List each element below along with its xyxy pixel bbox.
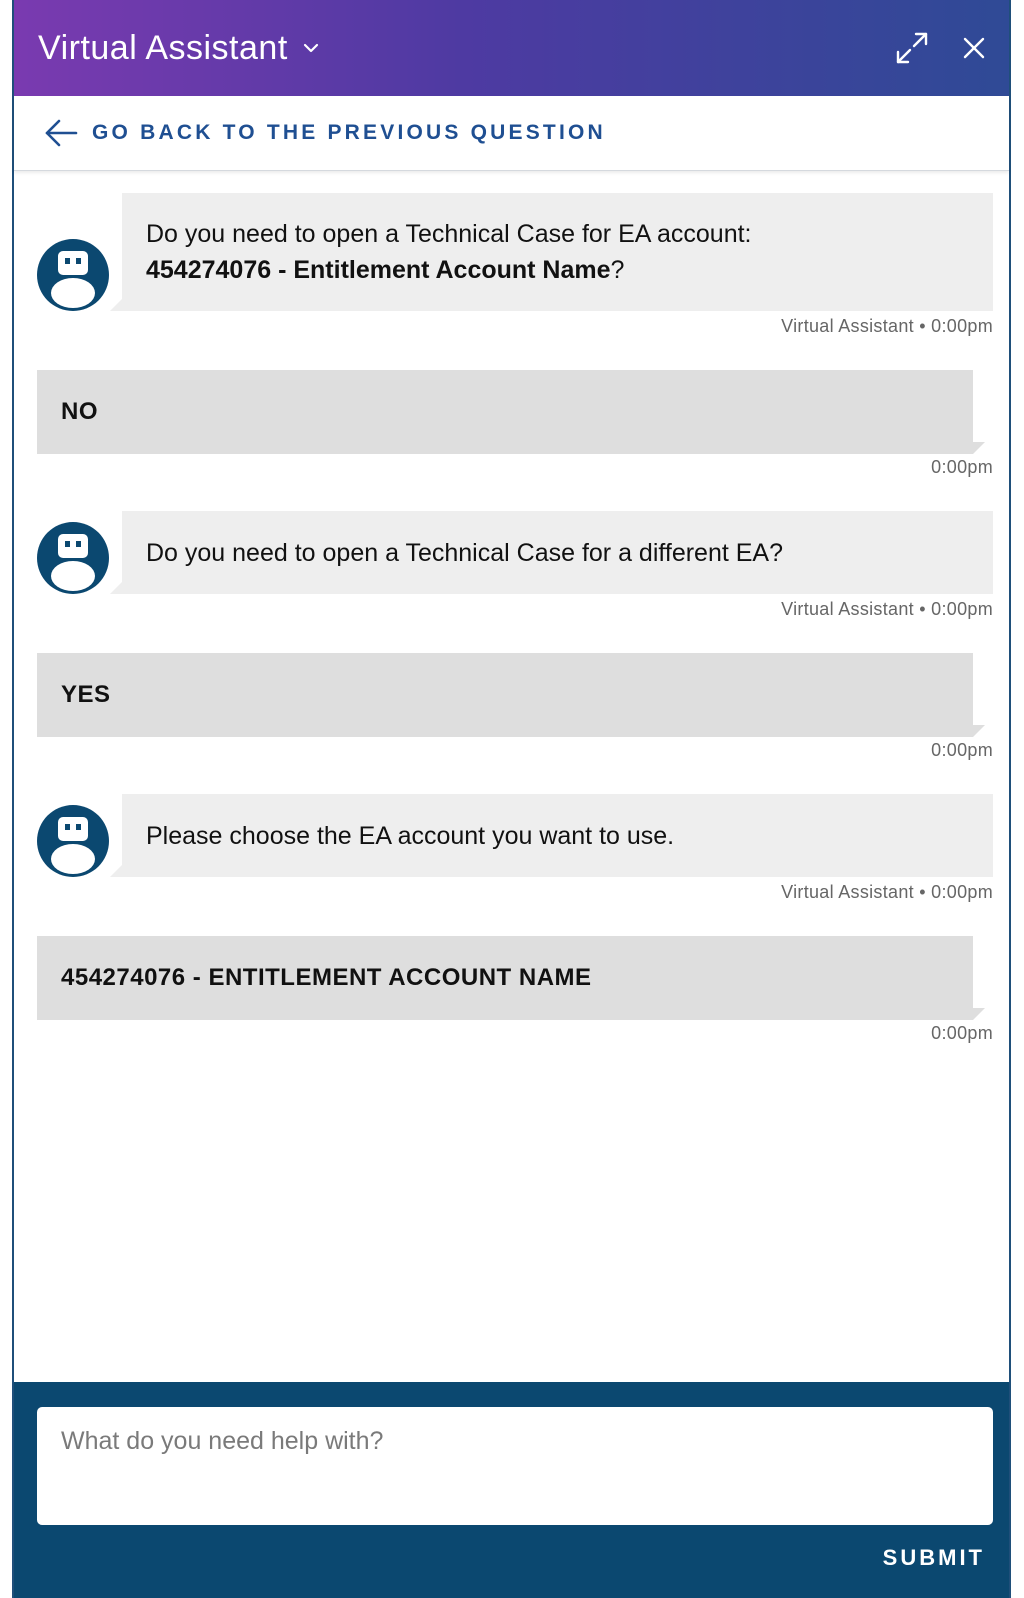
user-message: YES [37, 653, 973, 737]
bot-message [122, 193, 993, 311]
bot-message-line: Do you need to open a Technical Case for a different EA? [146, 538, 783, 567]
bot-avatar-icon [37, 239, 109, 311]
bot-message-line: Please choose the EA account you want to use. [146, 821, 675, 850]
close-icon[interactable] [956, 30, 992, 66]
message-list[interactable] [14, 171, 1009, 1382]
chevron-down-icon [302, 39, 320, 57]
bot-avatar-icon [37, 522, 109, 594]
go-back-link[interactable] [14, 96, 1009, 171]
composer [14, 1382, 1009, 1598]
message-timestamp: Virtual Assistant • 0:00pm [781, 599, 993, 619]
assistant-title: Virtual Assistant [38, 28, 288, 67]
assistant-title-menu[interactable] [38, 29, 320, 68]
submit-button[interactable]: SUBMIT [882, 1545, 985, 1570]
arrow-left-icon [44, 118, 78, 148]
message-timestamp: Virtual Assistant • 0:00pm [781, 882, 993, 902]
bot-message-suffix: ? [610, 256, 625, 284]
bot-message-line [146, 252, 969, 288]
bot-message-line: Do you need to open a Technical Case for EA account: [146, 220, 752, 248]
message-timestamp: 0:00pm [931, 1023, 993, 1043]
message-timestamp: Virtual Assistant • 0:00pm [781, 316, 993, 336]
bot-message [122, 511, 993, 594]
user-message: NO [37, 370, 973, 454]
bot-message [122, 794, 993, 877]
user-message: 454274076 - ENTITLEMENT ACCOUNT NAME [37, 936, 973, 1020]
chat-widget [12, 0, 1011, 1598]
go-back-label: GO BACK TO THE PREVIOUS QUESTION [92, 121, 606, 144]
message-timestamp: 0:00pm [931, 740, 993, 760]
message-timestamp: 0:00pm [931, 457, 993, 477]
chat-header [14, 0, 1009, 96]
bot-avatar-icon [37, 805, 109, 877]
expand-icon[interactable] [894, 30, 930, 66]
account-name: 454274076 - Entitlement Account Name [146, 256, 611, 284]
message-input[interactable] [37, 1407, 993, 1525]
